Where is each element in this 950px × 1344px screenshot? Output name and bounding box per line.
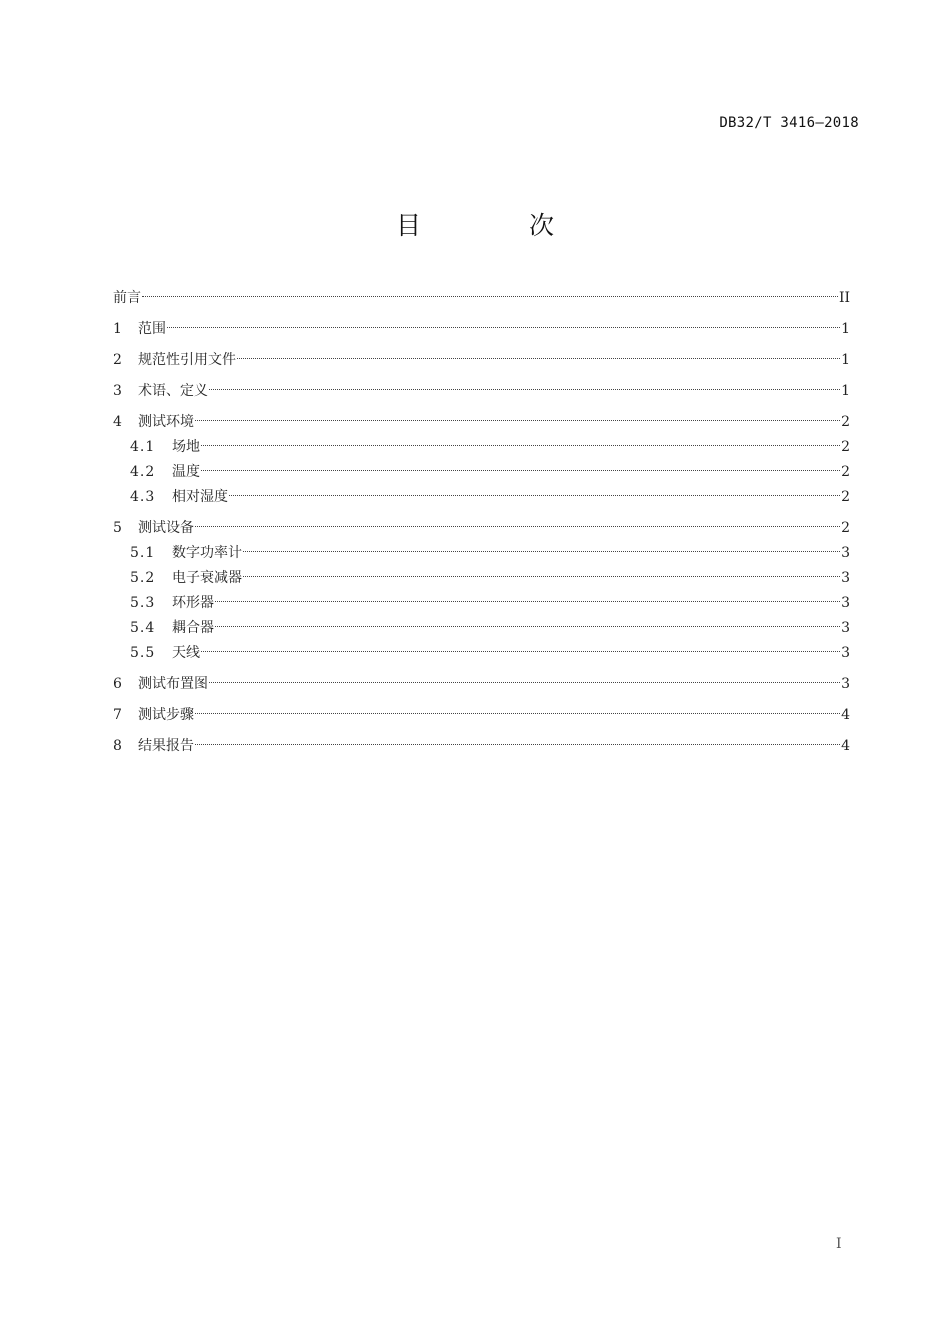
toc-dot-leader: [167, 327, 840, 328]
toc-entry-title: 范围: [138, 321, 166, 337]
toc-entry-title: 测试环境: [138, 414, 194, 430]
toc-entry-number: 8: [113, 738, 122, 754]
toc-entry[interactable]: [113, 672, 850, 697]
toc-entry-title: 测试步骤: [138, 707, 194, 723]
toc-subentry[interactable]: [113, 641, 850, 666]
toc-entry-number: 5.2: [130, 570, 156, 586]
toc-entry[interactable]: [113, 348, 850, 373]
toc-dot-leader: [243, 576, 840, 577]
toc-entry-number: 5.5: [130, 645, 156, 661]
toc-entry-title: 术语、定义: [138, 383, 208, 399]
toc-subentry[interactable]: [113, 435, 850, 460]
toc-entry-number: 6: [113, 676, 122, 692]
toc-entry-number: 5.1: [130, 545, 156, 561]
toc-entry-number: 4.1: [130, 439, 156, 455]
toc-subentry[interactable]: [113, 485, 850, 510]
toc-entry-page: 1: [841, 352, 850, 368]
toc-dot-leader: [243, 551, 840, 552]
toc-entry-title: 环形器: [172, 595, 214, 611]
toc-entry-page: 1: [841, 321, 850, 337]
toc-entry-title: 电子衰减器: [172, 570, 242, 586]
toc-dot-leader: [215, 601, 840, 602]
toc-entry-title: 测试设备: [138, 520, 194, 536]
toc-entry-number: 5: [113, 520, 122, 536]
toc-entry-page: 2: [841, 439, 850, 455]
toc-entry-title: 温度: [172, 464, 200, 480]
toc-entry-number: 4: [113, 414, 122, 430]
toc-entry-number: 4.2: [130, 464, 156, 480]
toc-dot-leader: [229, 495, 840, 496]
toc-entry-title: 规范性引用文件: [138, 352, 236, 368]
toc-entry-number: 3: [113, 383, 122, 399]
toc-entry-page: 3: [841, 595, 850, 611]
toc-entry-title: 相对湿度: [172, 489, 228, 505]
toc-subentry[interactable]: [113, 566, 850, 591]
toc-dot-leader: [201, 470, 840, 471]
toc-entry-page: 3: [841, 570, 850, 586]
toc-entry-title: 天线: [172, 645, 200, 661]
toc-entry-page: 4: [841, 738, 850, 754]
toc-entry-title: 场地: [172, 439, 200, 455]
toc-entry-page: 1: [841, 383, 850, 399]
toc-subentry[interactable]: [113, 616, 850, 641]
toc-entry-page: II: [838, 290, 850, 306]
toc-entry[interactable]: [113, 410, 850, 435]
toc-dot-leader: [195, 744, 840, 745]
page-number: I: [836, 1236, 842, 1252]
toc-entry-number: 4.3: [130, 489, 156, 505]
toc-entry[interactable]: [113, 379, 850, 404]
toc-entry-number: 5.3: [130, 595, 156, 611]
toc-entry[interactable]: [113, 286, 850, 311]
toc-entry-page: 3: [841, 676, 850, 692]
toc-subentry[interactable]: [113, 460, 850, 485]
toc-entry-page: 2: [841, 464, 850, 480]
toc-entry[interactable]: [113, 703, 850, 728]
toc-subentry[interactable]: [113, 541, 850, 566]
toc-entry-page: 2: [841, 489, 850, 505]
toc-dot-leader: [237, 358, 840, 359]
toc-dot-leader: [209, 682, 840, 683]
toc-entry[interactable]: [113, 317, 850, 342]
toc-entry-number: 2: [113, 352, 122, 368]
toc-entry[interactable]: [113, 734, 850, 759]
toc-entry[interactable]: [113, 516, 850, 541]
toc-dot-leader: [195, 713, 840, 714]
toc-entry-number: 5.4: [130, 620, 156, 636]
toc-entry-page: 3: [841, 545, 850, 561]
toc-dot-leader: [195, 526, 840, 527]
toc-dot-leader: [209, 389, 840, 390]
toc-entry-page: 3: [841, 645, 850, 661]
standard-code: DB32/T 3416—2018: [719, 115, 859, 131]
toc-dot-leader: [142, 296, 838, 297]
toc-entry-title: 结果报告: [138, 738, 194, 754]
toc-entry-page: 2: [841, 414, 850, 430]
toc-entry-title: 耦合器: [172, 620, 214, 636]
toc-dot-leader: [195, 420, 840, 421]
toc-entry-page: 3: [841, 620, 850, 636]
toc-entry-title: 数字功率计: [172, 545, 242, 561]
toc-dot-leader: [215, 626, 840, 627]
toc-entry-title: 测试布置图: [138, 676, 208, 692]
toc-dot-leader: [201, 651, 840, 652]
toc-entry-title: 前言: [113, 290, 141, 306]
toc-dot-leader: [201, 445, 840, 446]
toc-entry-page: 2: [841, 520, 850, 536]
toc-entry-number: 1: [113, 321, 122, 337]
toc-subentry[interactable]: [113, 591, 850, 616]
toc-entry-number: 7: [113, 707, 122, 723]
page-title: 目 次: [396, 211, 604, 240]
table-of-contents: [113, 286, 850, 759]
toc-entry-page: 4: [841, 707, 850, 723]
